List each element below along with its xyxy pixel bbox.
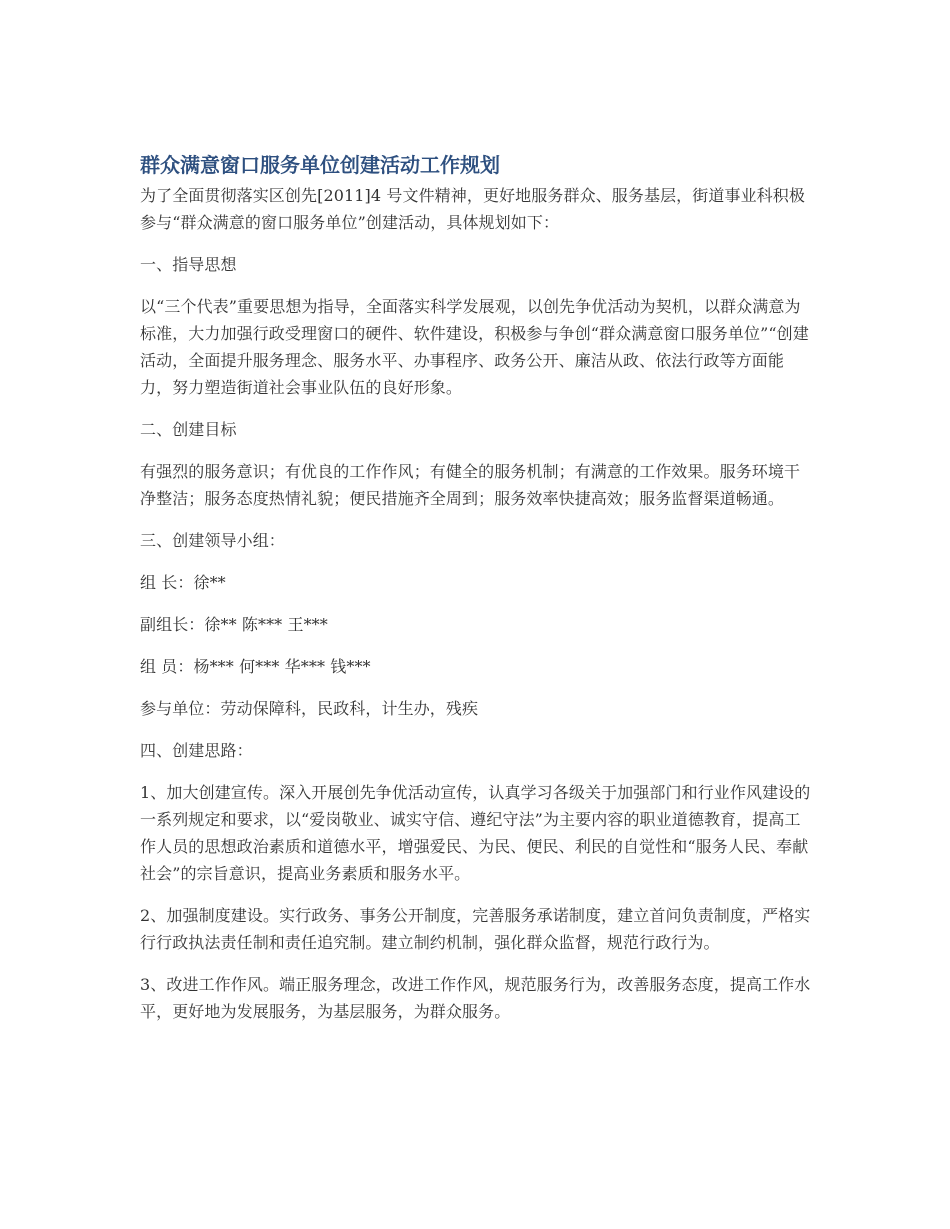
section-2-heading: 二、创建目标 [140,420,237,439]
section-3-heading: 三、创建领导小组： [140,531,285,550]
section-1-body: 以“三个代表”重要思想为指导，全面落实科学发展观，以创先争优活动为契机，以群众满意为标准，大力加强行政受理窗口的硬件、软件建设，积极参与争创“群众满意窗口服务单位”“创建活动，全面提升服务理念、服务水平、办事程序、政务公开、廉洁从政、依法行政等方面能力，努力塑造街道社会事业队伍的良好形象。 [140,297,809,397]
document-title: 群众满意窗口服务单位创建活动工作规划 [140,153,500,177]
team-members: 组 员：杨*** 何*** 华*** 钱*** [140,657,371,676]
approach-item-2: 2、加强制度建设。实行政务、事务公开制度，完善服务承诺制度，建立首问负责制度，严格实行行政执法责任制和责任追究制。建立制约机制，强化群众监督，规范行政行为。 [140,906,811,952]
participating-units: 参与单位：劳动保障科，民政科，计生办，残疾 [140,699,479,718]
team-deputy-leaders: 副组长：徐** 陈*** 王*** [140,615,328,634]
section-4-heading: 四、创建思路： [140,741,253,760]
approach-item-3: 3、改进工作作风。端正服务理念，改进工作作风，规范服务行为，改善服务态度，提高工作水平，更好地为发展服务，为基层服务，为群众服务。 [140,975,811,1021]
intro-paragraph: 为了全面贯彻落实区创先[2011]4 号文件精神，更好地服务群众、服务基层，街道事业科积极参与“群众满意的窗口服务单位”创建活动，具体规划如下： [140,186,805,232]
document-page [140,148,812,1025]
section-2-body: 有强烈的服务意识；有优良的工作作风；有健全的服务机制；有满意的工作效果。服务环境干净整洁；服务态度热情礼貌；便民措施齐全周到；服务效率快捷高效；服务监督渠道畅通。 [140,462,801,508]
approach-item-1: 1、加大创建宣传。深入开展创先争优活动宣传，认真学习各级关于加强部门和行业作风建设的一系列规定和要求，以“爱岗敬业、诚实守信、遵纪守法”为主要内容的职业道德教育，提高工作人员的思想政治素质和道德水平，增强爱民、为民、便民、利民的自觉性和“服务人民、奉献社会”的宗旨意识，提高业务素质和服务水平。 [140,783,811,883]
team-leader: 组 长：徐** [140,573,226,592]
section-1-heading: 一、指导思想 [140,255,237,274]
